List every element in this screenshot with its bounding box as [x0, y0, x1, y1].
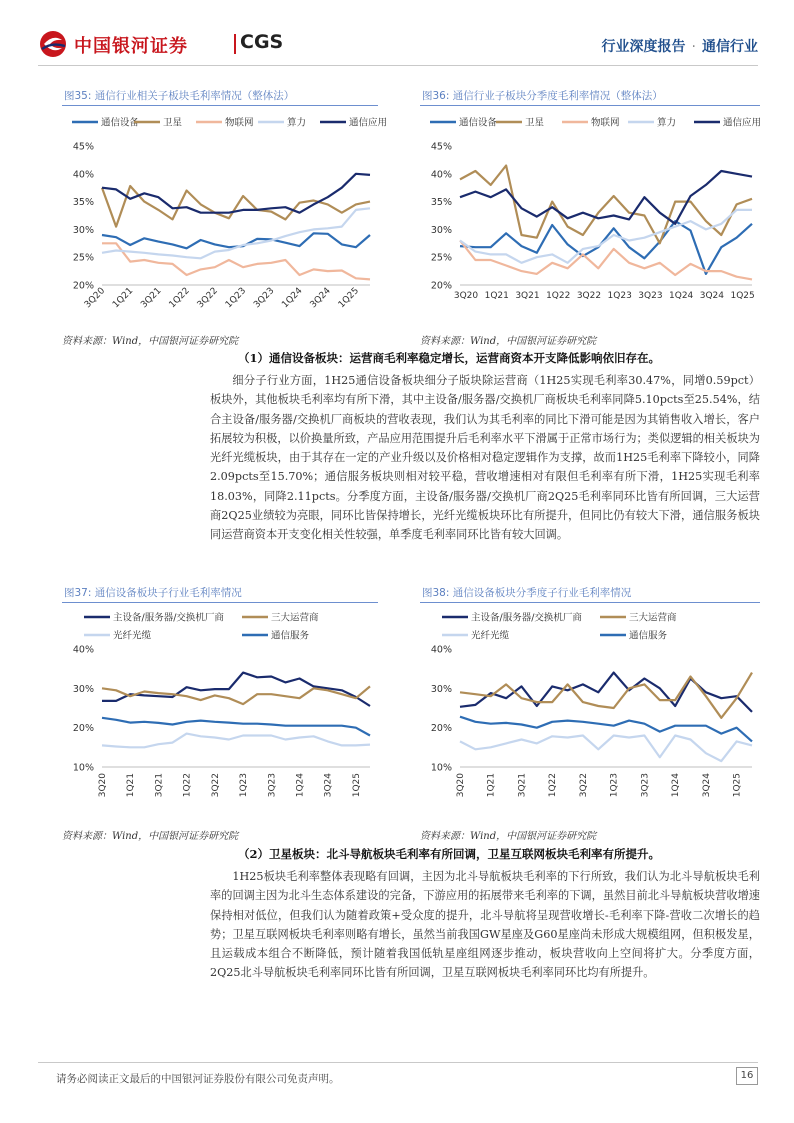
figure-source: 资料来源：Wind，中国银河证券研究院 — [420, 831, 597, 842]
x-tick-label: 1Q24 — [295, 773, 306, 798]
x-tick-label: 3Q22 — [195, 286, 220, 311]
legend-label: 算力 — [287, 117, 307, 129]
industry-name: 通信行业 — [702, 39, 758, 55]
company-name-en: CGS — [240, 31, 284, 53]
x-tick-label: 1Q22 — [182, 773, 193, 798]
section-heading-satellite: （2）卫星板块：北斗导航板块毛利率有所回调，卫星互联网板块毛利率有所提升。 — [238, 847, 660, 861]
x-tick-label: 1Q22 — [548, 773, 559, 798]
x-tick-label: 1Q23 — [609, 773, 620, 798]
figure-source: 资料来源：Wind，中国银河证券研究院 — [420, 336, 597, 347]
section-body-satellite: 1H25板块毛利率整体表现略有回调，主因为北斗导航板块毛利率的下行所致，我们认为北斗导航板块毛利率的回调主因为北斗生态体系建设的完备，下游应用的拓展带来毛利率的下调，虽然目前北斗导航板块营收增速保持相对低位，但我们认为随着政策+受众度的提升，北斗导航将呈现营收增长-毛利率下降-营收二次增长的趋势；卫星互联网板块毛利率则略有增长，虽然当前我国GW星座及G60星座尚未形成大规模组网，但积极发星，且运载成本组合不断降低，预计随着我国低轨星座组网逐步推动，板块营收向上空间将扩大。分季度方面，2Q25北斗导航板块毛利率同环比皆有所回调，卫星互联网板块毛利率同环比均有所提升。 — [210, 870, 760, 980]
legend-label: 卫星 — [163, 117, 183, 129]
y-tick-label: 20% — [72, 280, 94, 292]
x-tick-label: 1Q21 — [111, 286, 136, 311]
y-tick-label: 30% — [72, 224, 94, 236]
chart-gross-margin-subsectors — [62, 110, 388, 325]
y-tick-label: 10% — [430, 762, 452, 774]
x-tick-label: 1Q23 — [223, 286, 249, 311]
company-name-cn: 中国银河证券 — [74, 36, 188, 57]
x-tick-label: 1Q22 — [546, 291, 571, 301]
chart-legend — [84, 612, 319, 642]
x-tick-label: 1Q21 — [486, 773, 497, 798]
legend-label: 主设备/服务器/交换机厂商 — [113, 612, 224, 624]
legend-label: 通信服务 — [629, 630, 668, 642]
logo-separator — [234, 34, 236, 54]
x-tick-label: 3Q20 — [98, 773, 108, 798]
x-tick-label: 1Q21 — [484, 291, 509, 301]
chart-legend — [430, 117, 761, 129]
section-heading-equipment: （1）通信设备板块：运营商毛利率稳定增长，运营商资本开支降低影响依旧存在。 — [238, 351, 660, 365]
legend-label: 三大运营商 — [629, 612, 677, 624]
x-tick-label: 1Q25 — [730, 291, 755, 301]
figure-title: 图36: 通信行业子板块分季度毛利率情况（整体法） — [420, 88, 760, 106]
y-tick-label: 45% — [430, 141, 452, 153]
series-line — [102, 186, 370, 227]
chart-legend — [442, 612, 677, 642]
page-header — [38, 22, 758, 66]
legend-label: 主设备/服务器/交换机厂商 — [471, 612, 582, 624]
series-line — [460, 241, 752, 280]
x-tick-label: 3Q23 — [640, 773, 651, 798]
y-tick-label: 10% — [72, 762, 94, 774]
x-tick-label: 3Q23 — [267, 773, 278, 798]
header-dot: · — [691, 39, 696, 55]
report-category — [602, 36, 758, 56]
page-number: 16 — [736, 1067, 758, 1085]
x-tick-label: 3Q21 — [154, 773, 165, 798]
x-tick-label: 3Q21 — [517, 773, 528, 798]
x-tick-label: 1Q25 — [336, 286, 362, 311]
figure-title: 图37: 通信设备板块子行业毛利率情况 — [62, 585, 378, 603]
x-tick-label: 1Q24 — [671, 773, 682, 798]
x-tick-label: 1Q24 — [280, 286, 305, 311]
series-line — [460, 673, 752, 718]
x-tick-label: 3Q24 — [701, 773, 712, 798]
x-tick-label: 3Q24 — [308, 286, 333, 311]
x-tick-label: 3Q20 — [453, 291, 479, 301]
disclaimer-text: 请务必阅读正文最后的中国银河证券股份有限公司免责声明。 — [56, 1073, 340, 1085]
x-tick-label: 3Q20 — [82, 286, 108, 311]
y-tick-label: 30% — [430, 683, 452, 695]
x-tick-label: 3Q24 — [323, 773, 334, 798]
y-tick-label: 35% — [430, 197, 452, 209]
legend-label: 通信服务 — [271, 630, 310, 642]
legend-label: 通信设备 — [459, 117, 498, 129]
series-line — [102, 233, 370, 248]
y-tick-label: 25% — [430, 252, 452, 264]
x-tick-label: 3Q22 — [210, 773, 221, 798]
series-line — [102, 208, 370, 258]
legend-label: 光纤光缆 — [113, 630, 152, 642]
legend-label: 通信应用 — [723, 117, 762, 129]
x-tick-label: 3Q20 — [456, 773, 466, 798]
y-tick-label: 20% — [430, 280, 452, 292]
y-tick-label: 35% — [72, 197, 94, 209]
series-line — [102, 718, 370, 736]
y-tick-label: 30% — [430, 224, 452, 236]
figure-title: 图35: 通信行业相关子板块毛利率情况（整体法） — [62, 88, 378, 106]
report-type: 行业深度报告 — [601, 39, 686, 55]
x-tick-label: 3Q23 — [252, 286, 277, 311]
x-tick-label: 3Q22 — [578, 773, 589, 798]
x-tick-label: 3Q21 — [515, 291, 540, 301]
chart-legend — [72, 117, 387, 129]
figure-35 — [62, 88, 388, 328]
x-tick-label: 1Q23 — [607, 291, 632, 301]
chart-equipment-submargin — [62, 607, 378, 817]
y-tick-label: 40% — [72, 169, 94, 181]
chart-equipment-quarterly-submargin — [420, 607, 760, 817]
series-line — [460, 166, 752, 244]
section-body-equipment: 细分子行业方面，1H25通信设备板块细分子版块除运营商（1H25实现毛利率30.47%，同增0.59pct）板块外，其他板块毛利率均有所下滑，其中主设备/服务器/交换机厂商板块毛利率同降5.10pcts至25.54%，结合主设备/服务器/交换机厂商板块的营收表现，我们认为其毛利率的同比下滑可能是因为其销售收入增长，客户拓展较为积极，以价换量所致，产品应用范围提升后毛利率水平下滑属于正常市场行为；类似逻辑的相关板块为光纤光缆板块，由于其存在一定的产业升级以及价格相对稳定逻辑作为支撑，故而1H25毛利率下降较小，同降2.09pcts至15.70%；通信服务板块则相对较平稳，营收增速相对有限但毛利率有所下滑，1H25实现毛利率18.03%，同降2.11pcts。分季度方面，主设备/服务器/交换机厂商2Q25毛利率同环比皆有所回调，三大运营商2Q25业绩较为亮眼，同环比皆保持增长，光纤光缆板块环比有所提升，但同比仍有较大下滑，通信服务板块同运营商资本开支变化相关性较强，单季度毛利率同环比皆有较大回调。 — [210, 374, 760, 542]
page-footer — [38, 1062, 758, 1090]
y-tick-label: 40% — [430, 644, 452, 656]
y-tick-label: 45% — [72, 141, 94, 153]
legend-label: 卫星 — [525, 117, 545, 129]
x-tick-label: 3Q23 — [638, 291, 663, 301]
figure-title: 图38: 通信设备板块分季度子行业毛利率情况 — [420, 585, 760, 603]
x-tick-label: 1Q21 — [126, 773, 137, 798]
legend-label: 光纤光缆 — [471, 630, 510, 642]
x-tick-label: 1Q25 — [351, 773, 362, 798]
figure-36 — [420, 88, 760, 328]
x-tick-label: 3Q24 — [699, 291, 725, 301]
x-tick-label: 1Q25 — [732, 773, 743, 798]
x-tick-label: 3Q22 — [576, 291, 602, 301]
legend-label: 算力 — [657, 117, 677, 129]
series-line — [102, 734, 370, 748]
x-tick-label: 3Q21 — [139, 286, 164, 311]
figure-source: 资料来源：Wind，中国银河证券研究院 — [62, 831, 239, 842]
legend-label: 物联网 — [225, 117, 254, 129]
y-tick-label: 40% — [430, 169, 452, 181]
figure-37 — [62, 585, 378, 820]
x-tick-label: 1Q22 — [167, 286, 192, 311]
x-tick-label: 1Q23 — [239, 773, 250, 798]
y-tick-label: 20% — [430, 723, 452, 735]
series-line — [460, 171, 752, 224]
figure-source: 资料来源：Wind，中国银河证券研究院 — [62, 336, 239, 347]
series-line — [460, 717, 752, 742]
y-tick-label: 40% — [72, 644, 94, 656]
cgs-logo-icon — [38, 30, 68, 58]
chart-quarterly-gross-margin-subsectors — [420, 110, 760, 325]
y-tick-label: 25% — [72, 252, 94, 264]
series-line — [102, 243, 370, 279]
y-tick-label: 20% — [72, 723, 94, 735]
y-tick-label: 30% — [72, 683, 94, 695]
legend-label: 通信应用 — [349, 117, 388, 129]
figure-38 — [420, 585, 760, 820]
x-tick-label: 1Q24 — [669, 291, 694, 301]
series-line — [460, 736, 752, 762]
legend-label: 三大运营商 — [271, 612, 319, 624]
legend-label: 物联网 — [591, 117, 620, 129]
legend-label: 通信设备 — [101, 117, 140, 129]
